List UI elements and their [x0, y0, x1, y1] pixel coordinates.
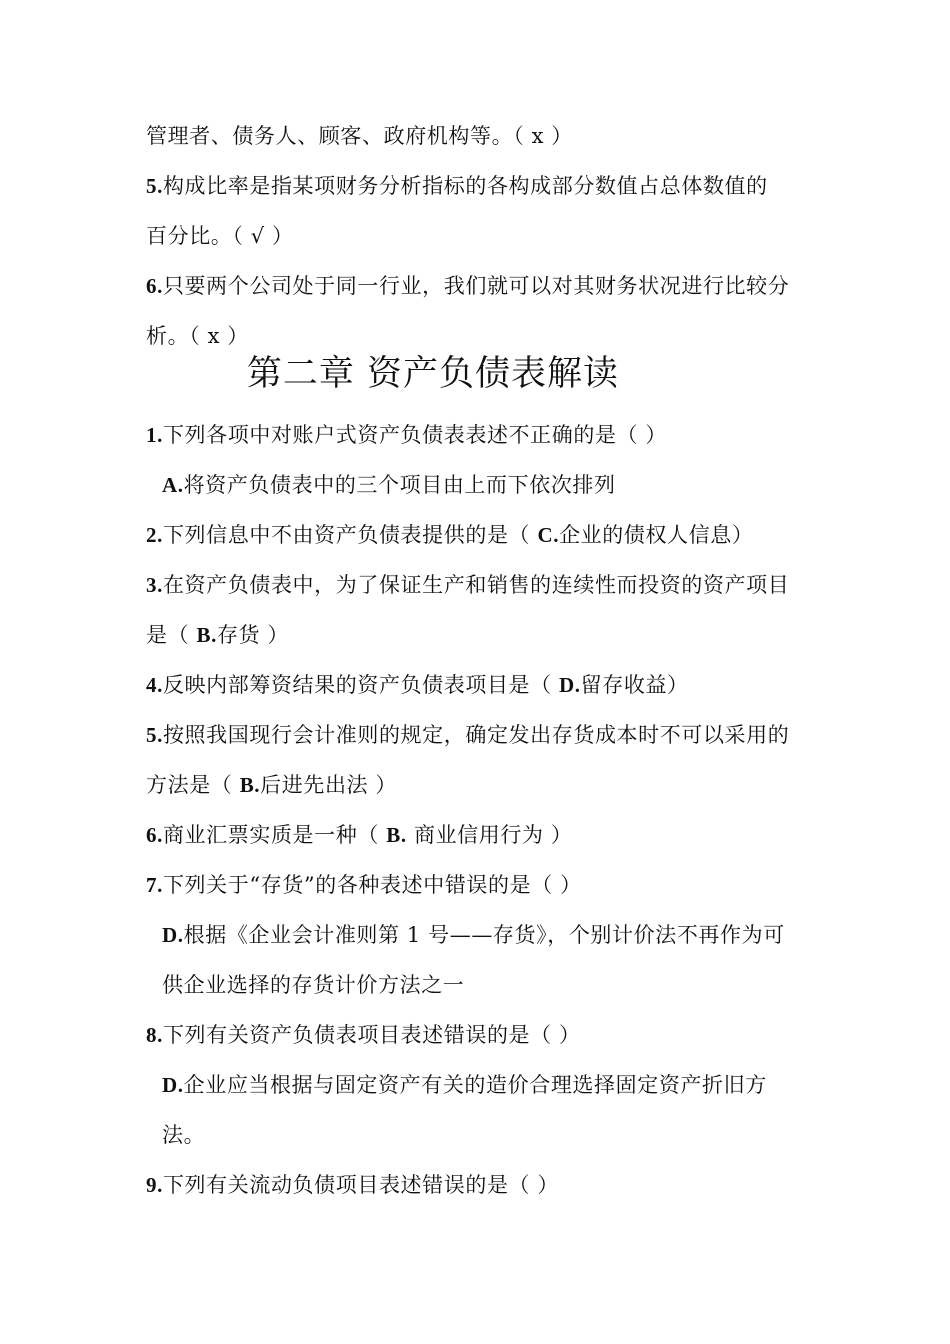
question-number: 6.	[146, 823, 163, 847]
question-text: 下列有关流动负债项目表述错误的是（ ）	[162, 1173, 560, 1197]
q5-line2	[146, 770, 397, 800]
question-number: 5.	[146, 723, 163, 747]
answer-label: D.	[162, 1073, 184, 1097]
question-number: 3.	[146, 573, 163, 597]
question-number: 5.	[146, 174, 163, 198]
q7-answer	[162, 920, 785, 950]
question-number: 9.	[146, 1173, 163, 1197]
question-text: 商业汇票实质是一种（	[162, 823, 387, 847]
ch1-q4-continuation	[146, 121, 573, 151]
q3-line2	[146, 620, 289, 650]
question-number: 1.	[146, 423, 163, 447]
question-text: 构成比率是指某项财务分析指标的各构成部分数值占总体数值的	[162, 174, 768, 198]
question-number: 7.	[146, 873, 163, 897]
answer-text: 供企业选择的存货计价方法之一	[162, 973, 465, 997]
ch1-q5	[146, 171, 768, 201]
q9	[146, 1170, 559, 1200]
answer-label: D.	[162, 923, 184, 947]
question-text: 下列信息中不由资产负债表提供的是（	[162, 523, 538, 547]
answer-text: 留存收益）	[580, 673, 689, 697]
question-text: 方法是（	[146, 773, 240, 797]
q4	[146, 670, 689, 700]
q7-answer-line2	[162, 970, 464, 1000]
question-number: 2.	[146, 523, 163, 547]
q1	[146, 420, 667, 450]
question-number: 6.	[146, 274, 163, 298]
q6	[146, 820, 572, 850]
question-text: 反映内部筹资结果的资产负债表项目是（	[162, 673, 560, 697]
answer-text: 存货 ）	[216, 623, 290, 647]
answer-label: C.	[537, 523, 560, 547]
q8-answer-line2	[162, 1120, 205, 1150]
question-text: 下列有关资产负债表项目表述错误的是（ ）	[162, 1023, 581, 1047]
answer-label: A.	[162, 473, 184, 497]
question-text: 百分比。（ √ ）	[146, 224, 294, 248]
q5	[146, 720, 789, 750]
ch1-q6	[146, 271, 789, 301]
question-text: 管理者、债务人、顾客、政府机构等。（ x ）	[146, 124, 573, 148]
q7	[146, 870, 582, 900]
question-text: 只要两个公司处于同一行业，我们就可以对其财务状况进行比较分	[162, 274, 790, 298]
answer-label: D.	[559, 673, 581, 697]
question-text: 在资产负债表中，为了保证生产和销售的连续性而投资的资产项目	[162, 573, 790, 597]
answer-label: B.	[239, 773, 261, 797]
ch1-q5-line2	[146, 221, 294, 251]
answer-text: 根据《企业会计准则第 1 号——存货》，个别计价法不再作为可	[183, 923, 785, 947]
q3	[146, 570, 789, 600]
answer-label: B.	[196, 623, 217, 647]
question-text: 下列关于“存货”的各种表述中错误的是（ ）	[162, 873, 582, 897]
answer-text: 后进先出法 ）	[260, 773, 398, 797]
q8	[146, 1020, 581, 1050]
answer-text: 企业的债权人信息）	[559, 523, 754, 547]
answer-text: 将资产负债表中的三个项目由上而下依次排列	[183, 473, 616, 497]
question-text: 是（	[146, 623, 197, 647]
ch1-q6-line2	[146, 321, 249, 351]
question-number: 4.	[146, 673, 163, 697]
answer-text: 法。	[162, 1123, 206, 1147]
question-text: 析。（ x ）	[146, 324, 249, 348]
answer-label: B.	[386, 823, 407, 847]
answer-text: 企业应当根据与固定资产有关的造价合理选择固定资产折旧方	[183, 1073, 767, 1097]
q8-answer	[162, 1070, 767, 1100]
question-number: 8.	[146, 1023, 163, 1047]
chapter-title: 第二章 资产负债表解读	[246, 354, 620, 394]
question-text: 按照我国现行会计准则的规定，确定发出存货成本时不可以采用的	[162, 723, 790, 747]
answer-text: 商业信用行为 ）	[406, 823, 573, 847]
q1-answer	[162, 470, 616, 500]
question-text: 下列各项中对账户式资产负债表表述不正确的是（ ）	[162, 423, 668, 447]
q2	[146, 520, 753, 550]
